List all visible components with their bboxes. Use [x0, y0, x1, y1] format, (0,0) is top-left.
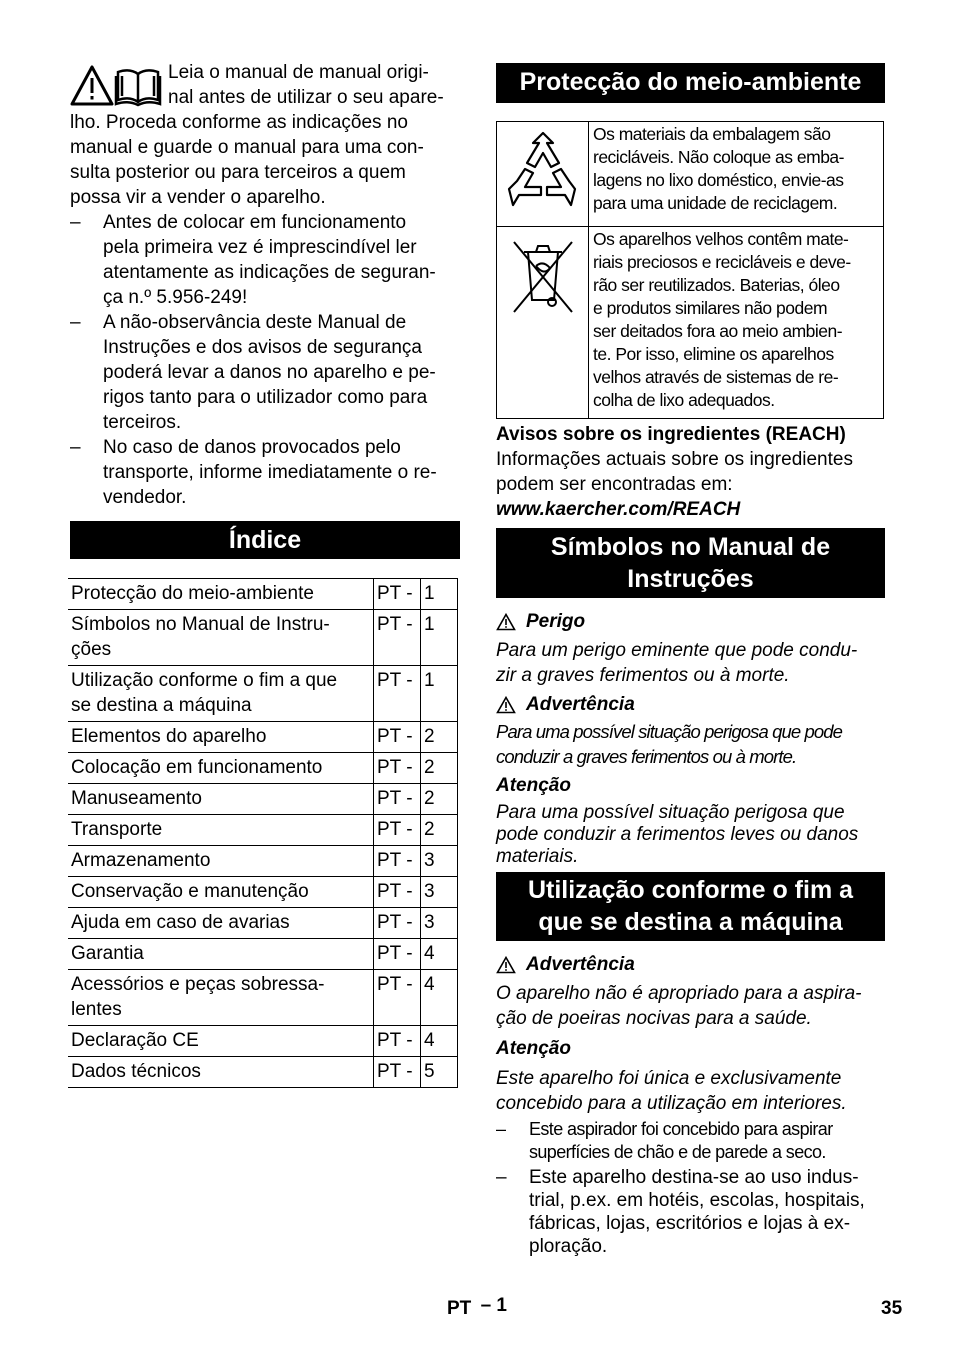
open-book-icon	[116, 70, 160, 105]
bullet-line: atentamente as indicações de seguran-	[103, 262, 436, 283]
list-item	[70, 210, 460, 310]
index-page: 1	[421, 610, 458, 666]
index-entry	[68, 753, 374, 784]
environment-line: ser deitados fora ao meio ambien-	[593, 321, 843, 341]
index-prefix: PT -	[374, 877, 421, 908]
symbols-heading	[496, 528, 885, 598]
bullet-line: Este aspirador foi concebido para aspirar	[529, 1119, 833, 1139]
index-entry-text: Acessórios e peças sobressa-	[71, 974, 325, 995]
table-row[interactable]	[68, 908, 458, 939]
dash-bullet: –	[70, 437, 81, 458]
index-page: 3	[421, 846, 458, 877]
list-item	[70, 310, 460, 435]
warning-triangle-icon	[496, 696, 516, 714]
warning-triangle-icon	[72, 67, 112, 104]
index-entry-text: Dados técnicos	[71, 1061, 201, 1082]
index-entry-text: ções	[71, 639, 112, 660]
index-entry	[68, 939, 374, 970]
index-prefix: PT -	[374, 784, 421, 815]
usage-warning-line: O aparelho não é apropriado para a aspira-	[496, 983, 862, 1004]
index-prefix: PT -	[374, 610, 421, 666]
intro-paragraph	[70, 60, 460, 210]
index-prefix: PT -	[374, 939, 421, 970]
intro-line: lho. Proceda conforme as indicações no	[70, 112, 408, 133]
usage-heading	[496, 872, 885, 941]
bullet-line: A não-observância deste Manual de	[103, 312, 407, 333]
index-entry-text: Transporte	[71, 819, 163, 840]
index-prefix: PT -	[374, 722, 421, 753]
symbols-heading-line: Símbolos no Manual de	[550, 533, 831, 561]
table-row[interactable]	[68, 784, 458, 815]
warning-label: Advertência	[526, 694, 635, 715]
bullet-line: No caso de danos provocados pelo	[103, 437, 401, 458]
index-entry	[68, 722, 374, 753]
danger-line: Para um perigo eminente que pode condu-	[496, 640, 858, 661]
index-entry	[68, 846, 374, 877]
reach-line: Informações actuais sobre os ingredientes	[496, 449, 853, 470]
environment-line: recicláveis. Não coloque as emba-	[593, 147, 844, 167]
danger-label: Perigo	[526, 611, 586, 632]
bullet-line: Instruções e dos avisos de segurança	[103, 337, 422, 358]
environment-line: rão ser reutilizados. Baterias, óleo	[593, 275, 840, 295]
intro-line: possa vir a vender o aparelho.	[70, 187, 326, 208]
bullet-line: Este aparelho destina-se ao uso indus-	[529, 1167, 859, 1188]
index-page: 2	[421, 815, 458, 846]
intro-icons	[70, 64, 162, 110]
index-prefix: PT -	[374, 815, 421, 846]
environment-text-cell	[589, 122, 884, 227]
bullet-line: ça n.º 5.956-249!	[103, 287, 248, 308]
table-row[interactable]	[68, 666, 458, 722]
danger-heading	[496, 609, 886, 634]
index-entry	[68, 1057, 374, 1088]
index-page: 4	[421, 1026, 458, 1057]
environment-table	[496, 121, 884, 419]
environment-line: Os materiais da embalagem são	[593, 124, 831, 144]
index-prefix: PT -	[374, 908, 421, 939]
caution-line: pode conduzir a ferimentos leves ou danos	[496, 824, 859, 845]
usage-warning-label: Advertência	[526, 954, 635, 975]
index-entry-text: Armazenamento	[71, 850, 211, 871]
index-entry-text: Utilização conforme o fim a que	[71, 670, 338, 691]
index-prefix: PT -	[374, 579, 421, 610]
index-entry	[68, 784, 374, 815]
dash-bullet: –	[496, 1167, 507, 1188]
index-entry	[68, 970, 374, 1026]
index-page: 5	[421, 1057, 458, 1088]
index-page: 2	[421, 753, 458, 784]
index-prefix: PT -	[374, 846, 421, 877]
bullet-line: rigos tanto para o utilizador como para	[103, 387, 428, 408]
index-entry	[68, 877, 374, 908]
table-row[interactable]	[68, 1026, 458, 1057]
symbols-heading-line: Instruções	[627, 565, 754, 593]
index-entry-text: Ajuda em caso de avarias	[71, 912, 290, 933]
caution-line: materiais.	[496, 846, 579, 867]
table-row[interactable]	[68, 939, 458, 970]
caution-label: Atenção	[496, 775, 571, 796]
intro-line: Leia o manual de manual origi-	[168, 62, 429, 83]
list-item	[70, 435, 460, 510]
bullet-line: Antes de colocar em funcionamento	[103, 212, 407, 233]
index-page: 3	[421, 877, 458, 908]
symbols-section	[496, 609, 886, 868]
index-entry-text: se destina a máquina	[71, 695, 252, 716]
bullet-line: transporte, informe imediatamente o re-	[103, 462, 437, 483]
index-entry-text: Protecção do meio-ambiente	[71, 583, 314, 604]
table-row[interactable]	[68, 722, 458, 753]
footer-section-page: – 1	[480, 1295, 507, 1316]
index-entry-text: lentes	[71, 999, 122, 1020]
index-entry	[68, 815, 374, 846]
crossed-out-bin-icon	[508, 238, 578, 318]
bullet-line: terceiros.	[103, 412, 182, 433]
index-entry-text: Declaração CE	[71, 1030, 199, 1051]
index-entry-text: Manuseamento	[71, 788, 202, 809]
index-page: 4	[421, 939, 458, 970]
index-prefix: PT -	[374, 666, 421, 722]
bullet-line: poderá levar a danos no aparelho e pe-	[103, 362, 436, 383]
index-prefix: PT -	[374, 970, 421, 1026]
bullet-line: pela primeira vez é imprescindível ler	[103, 237, 417, 258]
usage-section	[496, 952, 886, 1258]
reach-url-link[interactable]: www.kaercher.com/REACH	[496, 499, 741, 520]
index-page: 1	[421, 666, 458, 722]
intro-line: nal antes de utilizar o seu apare-	[168, 87, 444, 108]
environment-line: e produtos similares não podem	[593, 298, 828, 318]
table-row	[497, 227, 884, 419]
bullet-line: trial, p.ex. em hotéis, escolas, hospitais,	[529, 1190, 865, 1211]
reach-heading: Avisos sobre os ingredientes (REACH)	[496, 424, 846, 445]
usage-warning-heading	[496, 952, 886, 977]
environment-text-cell	[589, 227, 884, 419]
table-row[interactable]	[68, 1057, 458, 1088]
list-item	[496, 1166, 886, 1258]
usage-warning-line: ção de poeiras nocivas para a saúde.	[496, 1008, 812, 1029]
bullet-line: superfícies de chão e de parede a seco.	[529, 1142, 826, 1162]
index-entry	[68, 610, 374, 666]
table-row[interactable]	[68, 579, 458, 610]
environment-line: Os aparelhos velhos contêm mate-	[593, 229, 849, 249]
table-row[interactable]	[68, 610, 458, 666]
usage-caution-line: Este aparelho foi única e exclusivamente	[496, 1068, 842, 1089]
dash-bullet: –	[70, 212, 81, 233]
index-entry-text: Símbolos no Manual de Instru-	[71, 614, 330, 635]
environment-line: lagens no lixo doméstico, envie-as	[593, 170, 844, 190]
table-row[interactable]	[68, 815, 458, 846]
index-page: 3	[421, 908, 458, 939]
bullet-line: fábricas, lojas, escritórios e lojas à ex-	[529, 1213, 851, 1234]
index-entry	[68, 1026, 374, 1057]
danger-line: zir a graves ferimentos ou à morte.	[496, 665, 790, 686]
table-row[interactable]	[68, 877, 458, 908]
index-table	[68, 578, 458, 1088]
usage-heading-line: Utilização conforme o fim a	[527, 876, 854, 904]
dash-bullet: –	[496, 1119, 506, 1139]
footer-page-number: 35	[881, 1298, 903, 1319]
index-page: 4	[421, 970, 458, 1026]
intro-line: sulta posterior ou para terceiros a quem	[70, 162, 406, 183]
list-item	[496, 1118, 886, 1164]
index-prefix: PT -	[374, 1026, 421, 1057]
table-row[interactable]	[68, 846, 458, 877]
warning-heading	[496, 692, 886, 717]
footer-page-label	[447, 1295, 507, 1320]
warning-triangle-icon	[496, 956, 516, 974]
usage-caution-line: concebido para a utilização em interiores.	[496, 1093, 847, 1114]
dash-bullet: –	[70, 312, 81, 333]
bullet-line: vendedor.	[103, 487, 187, 508]
warning-triangle-icon	[496, 613, 516, 631]
index-entry-text: Colocação em funcionamento	[71, 757, 323, 778]
usage-caution-label: Atenção	[496, 1038, 571, 1059]
index-page: 1	[421, 579, 458, 610]
intro-line: manual e guarde o manual para uma con-	[70, 137, 424, 158]
environment-line: colha de lixo adequados.	[593, 390, 775, 410]
environment-icon-cell	[497, 227, 589, 419]
table-row	[497, 122, 884, 227]
environment-line: para uma unidade de reciclagem.	[593, 193, 838, 213]
environment-line: velhos através de sistemas de re-	[593, 367, 839, 387]
reach-section	[496, 422, 886, 522]
warning-line: conduzir a graves ferimentos ou à morte.	[496, 746, 797, 767]
recycling-icon	[503, 129, 583, 219]
index-entry	[68, 908, 374, 939]
warning-line: Para uma possível situação perigosa que pode	[496, 721, 843, 742]
index-prefix: PT -	[374, 1057, 421, 1088]
index-entry-text: Garantia	[71, 943, 144, 964]
caution-line: Para uma possível situação perigosa que	[496, 802, 845, 823]
index-page: 2	[421, 784, 458, 815]
index-page: 2	[421, 722, 458, 753]
index-entry-text: Elementos do aparelho	[71, 726, 267, 747]
index-heading: Índice	[70, 521, 460, 559]
index-prefix: PT -	[374, 753, 421, 784]
index-entry-text: Conservação e manutenção	[71, 881, 309, 902]
index-entry	[68, 666, 374, 722]
table-row[interactable]	[68, 753, 458, 784]
environment-icon-cell	[497, 122, 589, 227]
usage-heading-line: que se destina a máquina	[538, 908, 843, 936]
footer-lang: PT	[447, 1298, 472, 1319]
index-entry	[68, 579, 374, 610]
bullet-line: ploração.	[529, 1236, 608, 1257]
environment-heading: Protecção do meio-ambiente	[496, 63, 885, 103]
table-row[interactable]	[68, 970, 458, 1026]
environment-line: te. Por isso, elimine os aparelhos	[593, 344, 834, 364]
intro-bullet-list	[70, 210, 460, 510]
reach-line: podem ser encontradas em:	[496, 474, 733, 495]
environment-line: riais preciosos e recicláveis e deve-	[593, 252, 851, 272]
